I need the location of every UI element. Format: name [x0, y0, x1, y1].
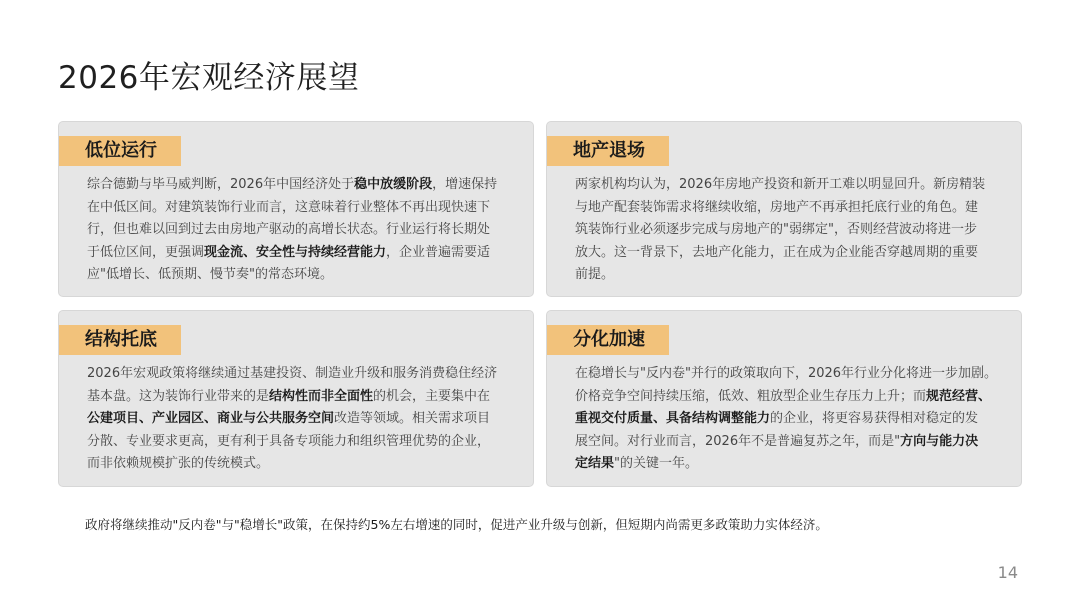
- card-body-line: [87, 431, 497, 454]
- body-text: 而非依赖规模扩张的传统模式。: [87, 456, 270, 472]
- body-text: 展空间。对行业而言，2026年不是普遍复苏之年，而是": [575, 433, 901, 449]
- card-low-operation: [58, 121, 534, 297]
- body-text: 的企业，将更容易获得相对稳定的发: [770, 411, 979, 427]
- card-body-line: [575, 453, 997, 476]
- card-body-line: [575, 242, 985, 265]
- card-real-estate-exit: [546, 121, 1022, 297]
- highlight-text: 重视交付质量、具备结构调整能力: [575, 411, 771, 427]
- card-body: [575, 174, 985, 287]
- body-text: 价格竞争空间持续压缩，低效、粗放型企业生存压力上升；而: [575, 388, 927, 404]
- highlight-text: 稳中放缓阶段: [354, 177, 433, 192]
- card-body-line: [87, 363, 497, 386]
- body-text: 筑装饰行业必须逐步完成与房地产的"弱绑定"，否则经营波动将进一步: [575, 222, 977, 238]
- card-body: [87, 363, 497, 476]
- card-structural-support: [58, 310, 534, 487]
- body-text: 于低位区间，更强调: [87, 244, 205, 260]
- card-tag: 结构托底: [59, 325, 181, 355]
- body-text: 两家机构均认为，2026年房地产投资和新开工难以明显回升。新房精装: [575, 177, 986, 192]
- card-tag: 低位运行: [59, 136, 181, 166]
- card-body-line: [575, 408, 997, 431]
- body-text: 2026年宏观政策将继续通过基建投资、制造业升级和服务消费稳住经济: [87, 366, 498, 381]
- footer-note: 政府将继续推动"反内卷"与"稳增长"政策，在保持约5%左右增速的同时，促进产业升级与创新，但短期内尚需更多政策助力实体经济。: [85, 517, 828, 532]
- card-body-line: [87, 386, 497, 409]
- highlight-text: 规范经营、: [926, 388, 992, 404]
- highlight-text: 方向与能力决: [900, 433, 979, 449]
- body-text: 应"低增长、低预期、慢节奏"的常态环境。: [87, 267, 333, 283]
- highlight-text: 定结果: [575, 456, 615, 472]
- body-text: 基本盘。这为装饰行业带来的是: [87, 388, 270, 404]
- body-text: 分散、专业要求更高，更有利于具备专项能力和组织管理优势的企业，: [87, 433, 491, 449]
- body-text: 在中低区间。对建筑装饰行业而言，这意味着行业整体不再出现快速下: [87, 199, 491, 215]
- card-body-line: [87, 242, 497, 265]
- card-body-line: [575, 219, 985, 242]
- card-body-line: [575, 264, 985, 287]
- body-text: 在稳增长与"反内卷"并行的政策取向下，2026年行业分化将进一步加剧。: [575, 366, 998, 381]
- card-body-line: [87, 408, 497, 431]
- highlight-text: 现金流、安全性与持续经营能力: [204, 244, 387, 260]
- card-body: [575, 363, 997, 476]
- page-title: 2026年宏观经济展望: [58, 60, 360, 96]
- card-body: [87, 174, 497, 287]
- body-text: 综合德勤与毕马威判断，2026年中国经济处于: [87, 177, 355, 192]
- card-body-line: [87, 264, 497, 287]
- highlight-text: 公建项目、产业园区、商业与公共服务空间: [87, 411, 335, 427]
- card-body-line: [575, 197, 985, 220]
- card-body-line: [575, 431, 997, 454]
- body-text: ，增速保持: [432, 177, 498, 192]
- highlight-text: 结构性而非全面性: [269, 388, 374, 404]
- body-text: ，企业普遍需要适: [386, 244, 491, 260]
- body-text: 前提。: [575, 267, 615, 283]
- card-body-line: [575, 386, 997, 409]
- body-text: 与地产配套装饰需求将继续收缩，房地产不再承担托底行业的角色。建: [575, 199, 979, 215]
- card-tag: 分化加速: [547, 325, 669, 355]
- card-body-line: [87, 174, 497, 197]
- body-text: 改造等领域。相关需求项目: [334, 411, 491, 427]
- card-body-line: [87, 197, 497, 220]
- card-differentiation: [546, 310, 1022, 487]
- card-body-line: [575, 174, 985, 197]
- card-body-line: [87, 219, 497, 242]
- card-body-line: [575, 363, 997, 386]
- body-text: 行，但也难以回到过去由房地产驱动的高增长状态。行业运行将长期处: [87, 222, 491, 238]
- body-text: "的关键一年。: [614, 456, 698, 472]
- body-text: 放大。这一背景下，去地产化能力，正在成为企业能否穿越周期的重要: [575, 244, 979, 260]
- card-body-line: [87, 453, 497, 476]
- card-tag: 地产退场: [547, 136, 669, 166]
- body-text: 的机会，主要集中在: [373, 388, 491, 404]
- page-number: 14: [997, 563, 1018, 582]
